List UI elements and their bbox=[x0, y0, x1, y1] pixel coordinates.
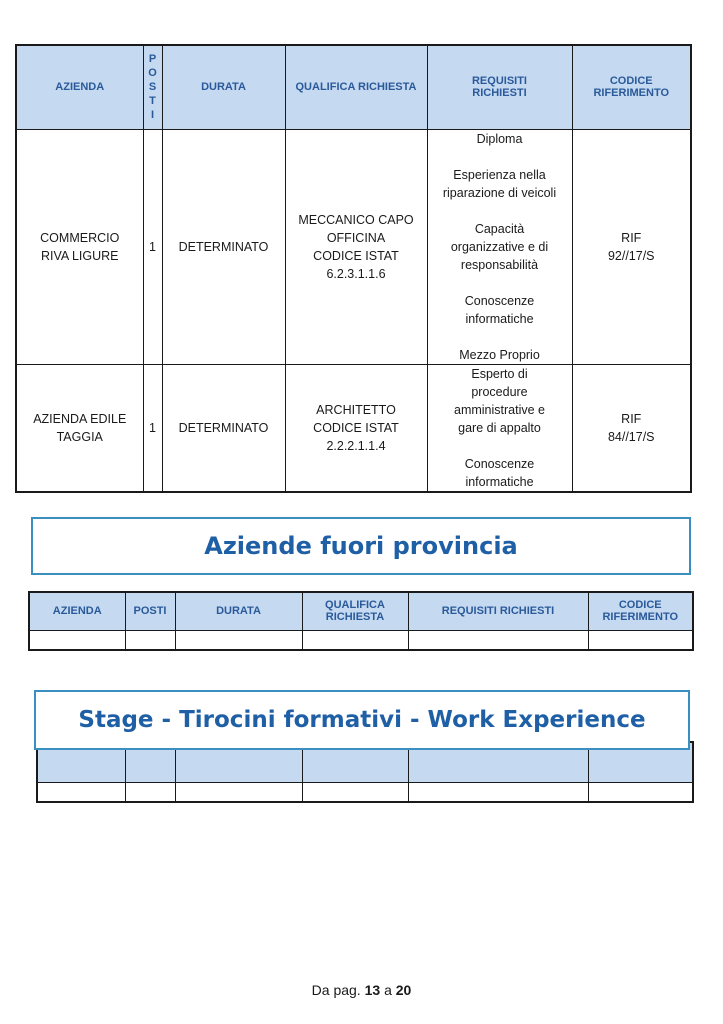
header-azienda: AZIENDA bbox=[29, 592, 125, 630]
empty-cell bbox=[408, 630, 588, 650]
header-durata: DURATA bbox=[175, 592, 302, 630]
empty-cell bbox=[29, 630, 125, 650]
durata-cell: DETERMINATO bbox=[162, 364, 285, 492]
azienda-cell: COMMERCIO RIVA LIGURE bbox=[16, 129, 143, 364]
table-header-row bbox=[29, 592, 693, 630]
fuori-provincia-table bbox=[28, 591, 694, 651]
table-row bbox=[37, 782, 693, 802]
footer-prefix: Da pag. bbox=[311, 982, 361, 998]
job-offers-table bbox=[15, 44, 692, 493]
header-posti: P O S T I bbox=[143, 45, 162, 129]
header-requisiti: REQUISITI RICHIESTI bbox=[427, 45, 572, 129]
footer-to-page: 20 bbox=[395, 982, 412, 998]
empty-cell bbox=[125, 782, 175, 802]
empty-cell bbox=[125, 630, 175, 650]
posti-cell: 1 bbox=[143, 129, 162, 364]
empty-cell bbox=[408, 782, 588, 802]
header-codice: CODICE RIFERIMENTO bbox=[588, 592, 693, 630]
section-title-stage: Stage - Tirocini formativi - Work Experience bbox=[34, 690, 690, 750]
codice-cell: RIF 84//17/S bbox=[572, 364, 691, 492]
requisiti-cell: Esperto di procedure amministrative e gare di appalto Conoscenze informatiche bbox=[427, 364, 572, 492]
table-header-row bbox=[16, 45, 691, 129]
table-row bbox=[16, 364, 691, 492]
empty-cell bbox=[588, 630, 693, 650]
table-row bbox=[29, 630, 693, 650]
header-qualifica: QUALIFICA RICHIESTA bbox=[285, 45, 427, 129]
header-requisiti: REQUISITI RICHIESTI bbox=[408, 592, 588, 630]
empty-cell bbox=[37, 782, 125, 802]
page-range-footer bbox=[0, 982, 723, 998]
header-durata: DURATA bbox=[162, 45, 285, 129]
section-title-fuori-provincia: Aziende fuori provincia bbox=[31, 517, 691, 575]
stage-table bbox=[36, 741, 694, 803]
posti-cell: 1 bbox=[143, 364, 162, 492]
qualifica-cell: MECCANICO CAPO OFFICINA CODICE ISTAT 6.2.3.1.1.6 bbox=[285, 129, 427, 364]
header-codice: CODICE RIFERIMENTO bbox=[572, 45, 691, 129]
header-azienda: AZIENDA bbox=[16, 45, 143, 129]
footer-from-page: 13 bbox=[364, 982, 381, 998]
empty-cell bbox=[302, 782, 408, 802]
empty-cell bbox=[302, 630, 408, 650]
azienda-cell: AZIENDA EDILE TAGGIA bbox=[16, 364, 143, 492]
codice-cell: RIF 92//17/S bbox=[572, 129, 691, 364]
table-row bbox=[16, 129, 691, 364]
empty-cell bbox=[588, 782, 693, 802]
empty-cell bbox=[175, 782, 302, 802]
requisiti-cell: Diploma Esperienza nella riparazione di veicoli Capacità organizzative e di responsabilità Conoscenze informatiche Mezzo Proprio bbox=[427, 129, 572, 364]
footer-mid: a bbox=[384, 982, 392, 998]
header-qualifica: QUALIFICA RICHIESTA bbox=[302, 592, 408, 630]
header-posti: POSTI bbox=[125, 592, 175, 630]
qualifica-cell: ARCHITETTO CODICE ISTAT 2.2.2.1.1.4 bbox=[285, 364, 427, 492]
durata-cell: DETERMINATO bbox=[162, 129, 285, 364]
empty-cell bbox=[175, 630, 302, 650]
